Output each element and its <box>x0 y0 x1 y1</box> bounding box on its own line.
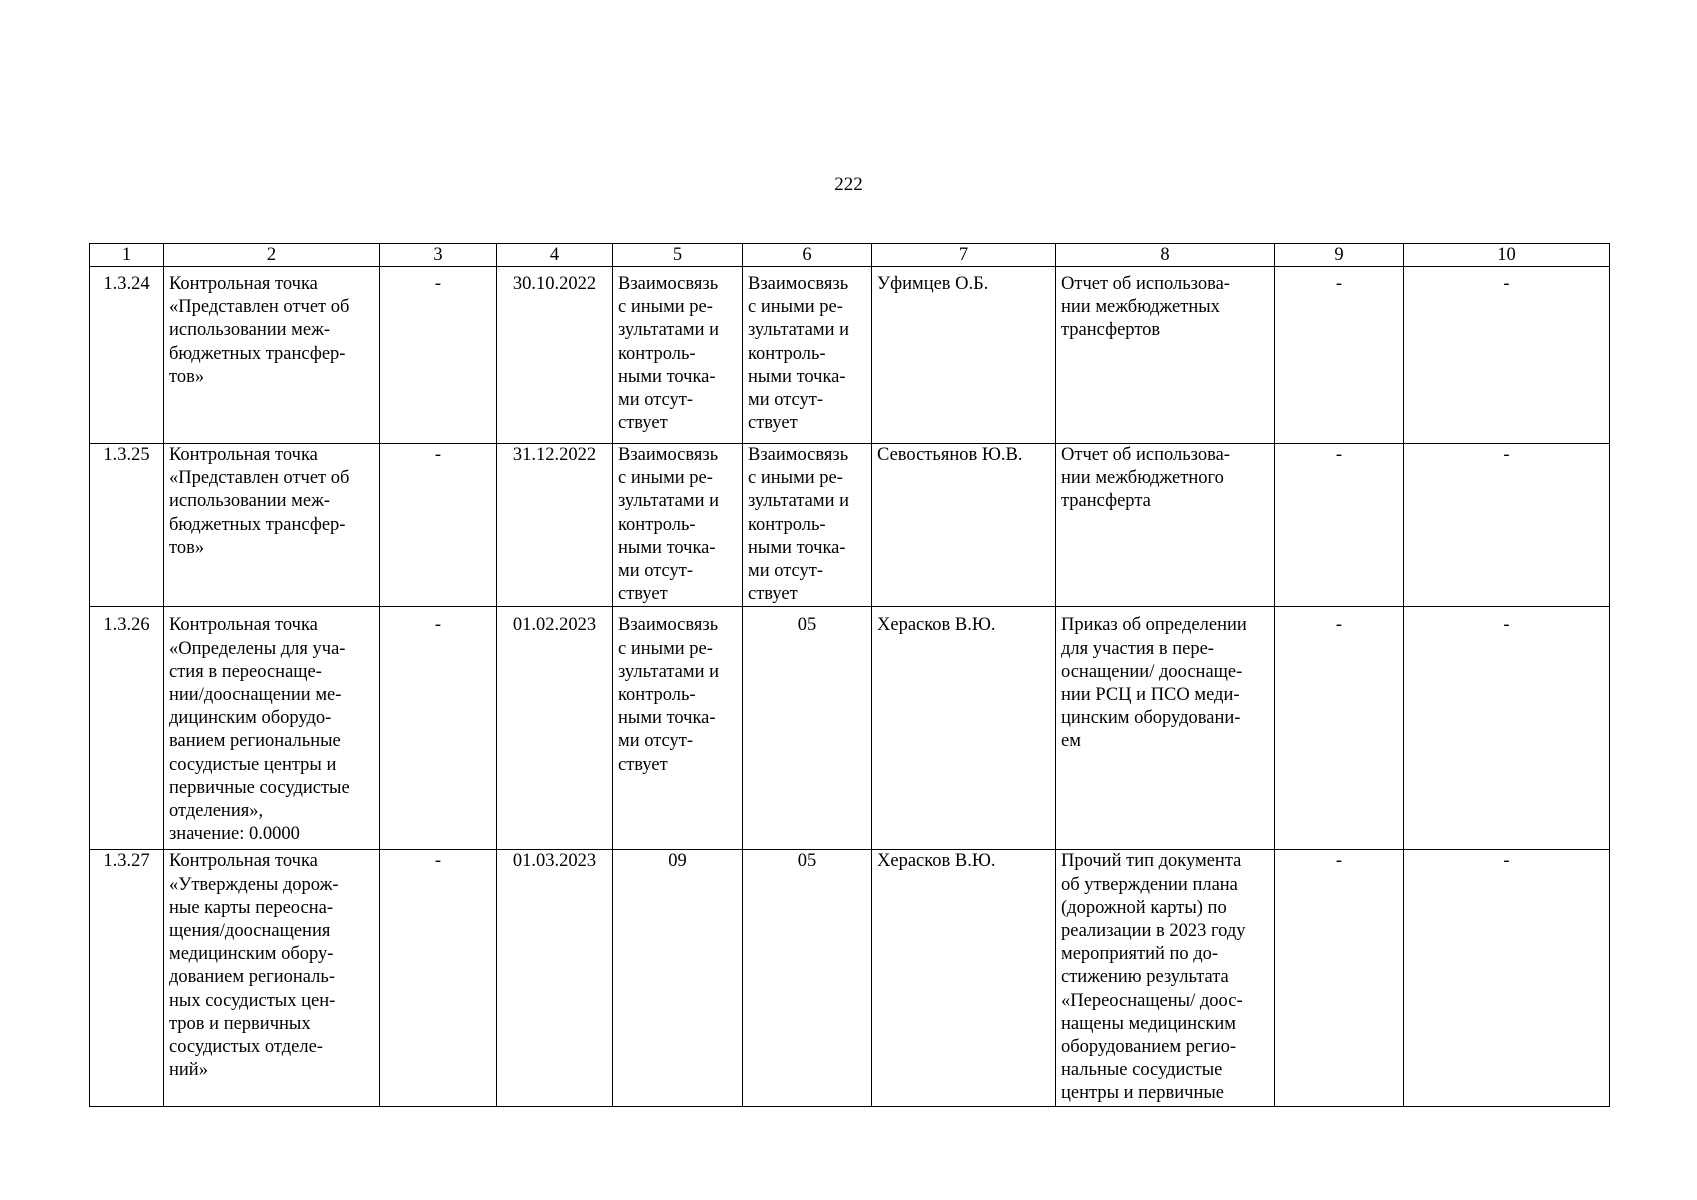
col6-line: ми отсут- <box>748 561 824 582</box>
row-number: 1.3.27 <box>90 850 164 1106</box>
document-line: «Переоснащены/ доос- <box>1061 990 1243 1011</box>
header-col-6: 6 <box>743 244 872 267</box>
deadline-date: 01.03.2023 <box>497 850 613 1106</box>
col5-line: Взаимосвязь <box>618 615 719 636</box>
header-col-2: 2 <box>164 244 380 267</box>
table-row <box>90 267 1610 444</box>
name-line: сосудистых отделе- <box>169 1037 323 1058</box>
document-line: мероприятий по до- <box>1061 944 1219 965</box>
name-line: использовании меж- <box>169 491 331 512</box>
col10-value: - <box>1404 444 1610 607</box>
row-number: 1.3.26 <box>90 607 164 850</box>
name-line: дованием региональ- <box>169 967 336 988</box>
name-line: значение: 0.0000 <box>169 824 300 845</box>
name-line: «Определены для уча- <box>169 638 346 659</box>
responsible-person: Херасков В.Ю. <box>872 607 1056 850</box>
name-line: сосудистые центры и <box>169 754 337 775</box>
col10-value: - <box>1404 267 1610 444</box>
document-line: ем <box>1061 731 1081 752</box>
col5-line: зультатами и <box>618 320 720 341</box>
document-line: для участия в пере- <box>1061 638 1214 659</box>
document-line: трансфертов <box>1061 320 1161 341</box>
col9-value: - <box>1275 444 1404 607</box>
col5-value <box>613 607 743 850</box>
name-line: бюджетных трансфер- <box>169 514 346 535</box>
name-line: дицинским оборудо- <box>169 708 332 729</box>
col5-line: ми отсут- <box>618 390 694 411</box>
col6-line: ми отсут- <box>748 390 824 411</box>
name-line: ванием региональные <box>169 731 341 752</box>
name-line: Контрольная точка <box>169 274 318 294</box>
name-line: Контрольная точка <box>169 445 318 465</box>
name-line: «Утверждены дорож- <box>169 874 339 895</box>
col5-line: Взаимосвязь <box>618 274 719 294</box>
col5-line: ми отсут- <box>618 561 694 582</box>
table-header-row <box>90 244 1610 267</box>
col6-line: зультатами и <box>748 491 850 512</box>
page-number: 222 <box>834 174 863 195</box>
col6-line: ными точка- <box>748 366 846 387</box>
col6-value: 05 <box>743 850 872 1106</box>
col10-value: - <box>1404 850 1610 1106</box>
header-col-8: 8 <box>1056 244 1275 267</box>
col5-value <box>613 444 743 607</box>
col6-line: контроль- <box>748 514 826 535</box>
header-col-3: 3 <box>380 244 497 267</box>
document-line: (дорожной карты) по <box>1061 897 1227 918</box>
col5-line: ными точка- <box>618 708 716 729</box>
col5-line: ствует <box>618 413 668 434</box>
col3-value: - <box>380 607 497 850</box>
col6-line: зультатами и <box>748 320 850 341</box>
document-line: Прочий тип документа <box>1061 851 1242 872</box>
document-line: оборудованием регио- <box>1061 1037 1237 1058</box>
header-col-1: 1 <box>90 244 164 267</box>
document-line: Отчет об использова- <box>1061 274 1230 294</box>
document-type <box>1056 444 1275 607</box>
control-point-name <box>164 267 380 444</box>
col5-line: ными точка- <box>618 366 716 387</box>
col5-line: ными точка- <box>618 537 716 558</box>
col5-line: с иными ре- <box>618 468 713 489</box>
document-type <box>1056 607 1275 850</box>
document-type <box>1056 267 1275 444</box>
name-line: использовании меж- <box>169 320 331 341</box>
responsible-person: Севостьянов Ю.В. <box>872 444 1056 607</box>
header-col-9: 9 <box>1275 244 1404 267</box>
col5-line: зультатами и <box>618 661 720 682</box>
col5-line: контроль- <box>618 685 696 706</box>
document-type <box>1056 850 1275 1106</box>
col6-value <box>743 444 872 607</box>
col3-value: - <box>380 444 497 607</box>
col6-line: ствует <box>748 584 798 605</box>
col6-line: с иными ре- <box>748 297 843 318</box>
name-line: «Представлен отчет об <box>169 468 350 489</box>
name-line: отделения», <box>169 801 264 822</box>
document-line: центры и первичные <box>1061 1083 1224 1104</box>
col6-line: ными точка- <box>748 537 846 558</box>
name-line: первичные сосудистые <box>169 777 350 798</box>
name-line: «Представлен отчет об <box>169 297 350 318</box>
document-line: нащены медицинским <box>1061 1013 1237 1034</box>
document-line: оснащении/ дооснаще- <box>1061 661 1243 682</box>
name-line: Контрольная точка <box>169 615 318 636</box>
header-col-10: 10 <box>1404 244 1610 267</box>
name-line: стия в переоснаще- <box>169 661 322 682</box>
document-line: Отчет об использова- <box>1061 445 1230 465</box>
control-point-name <box>164 444 380 607</box>
col5-line: ствует <box>618 584 668 605</box>
document-line: нальные сосудистые <box>1061 1060 1223 1081</box>
col3-value: - <box>380 850 497 1106</box>
control-point-name <box>164 850 380 1106</box>
header-col-4: 4 <box>497 244 613 267</box>
control-points-table <box>89 243 1610 1107</box>
name-line: ных сосудистых цен- <box>169 990 336 1011</box>
document-line: нии межбюджетных <box>1061 297 1220 318</box>
col6-value: 05 <box>743 607 872 850</box>
col5-line: Взаимосвязь <box>618 445 719 465</box>
name-line: ные карты переосна- <box>169 897 333 918</box>
header-col-7: 7 <box>872 244 1056 267</box>
document-line: нии межбюджетного <box>1061 468 1224 489</box>
deadline-date: 01.02.2023 <box>497 607 613 850</box>
col10-value: - <box>1404 607 1610 850</box>
name-line: Контрольная точка <box>169 851 318 872</box>
responsible-person: Уфимцев О.Б. <box>872 267 1056 444</box>
col3-value: - <box>380 267 497 444</box>
control-point-name <box>164 607 380 850</box>
col5-line: ми отсут- <box>618 731 694 752</box>
name-line: нии/дооснащении ме- <box>169 685 342 706</box>
name-line: бюджетных трансфер- <box>169 343 346 364</box>
name-line: тов» <box>169 366 205 387</box>
col5-line: контроль- <box>618 514 696 535</box>
col6-value <box>743 267 872 444</box>
document-line: нии РСЦ и ПСО меди- <box>1061 685 1240 706</box>
col6-line: Взаимосвязь <box>748 445 849 465</box>
table-row <box>90 444 1610 607</box>
row-number: 1.3.25 <box>90 444 164 607</box>
col9-value: - <box>1275 607 1404 850</box>
name-line: тов» <box>169 537 205 558</box>
col9-value: - <box>1275 850 1404 1106</box>
name-line: тров и первичных <box>169 1013 311 1034</box>
document-line: трансферта <box>1061 491 1151 512</box>
responsible-person: Херасков В.Ю. <box>872 850 1056 1106</box>
document-line: об утверждении плана <box>1061 874 1238 895</box>
deadline-date: 30.10.2022 <box>497 267 613 444</box>
table-row <box>90 607 1610 850</box>
col5-line: с иными ре- <box>618 638 713 659</box>
name-line: ний» <box>169 1060 208 1081</box>
document-line: Приказ об определении <box>1061 615 1247 636</box>
col9-value: - <box>1275 267 1404 444</box>
name-line: щения/дооснащения <box>169 921 331 942</box>
col5-line: с иными ре- <box>618 297 713 318</box>
col5-line: зультатами и <box>618 491 720 512</box>
col5-line: контроль- <box>618 343 696 364</box>
col5-value <box>613 267 743 444</box>
table-row <box>90 850 1610 1106</box>
row-number: 1.3.24 <box>90 267 164 444</box>
document-line: реализации в 2023 году <box>1061 921 1246 942</box>
header-col-5: 5 <box>613 244 743 267</box>
col6-line: с иными ре- <box>748 468 843 489</box>
deadline-date: 31.12.2022 <box>497 444 613 607</box>
col5-value: 09 <box>613 850 743 1106</box>
document-line: стижению результата <box>1061 967 1229 988</box>
col6-line: Взаимосвязь <box>748 274 849 294</box>
col6-line: контроль- <box>748 343 826 364</box>
col5-line: ствует <box>618 754 668 775</box>
document-line: цинским оборудовани- <box>1061 708 1241 729</box>
name-line: медицинским обору- <box>169 944 334 965</box>
col6-line: ствует <box>748 413 798 434</box>
